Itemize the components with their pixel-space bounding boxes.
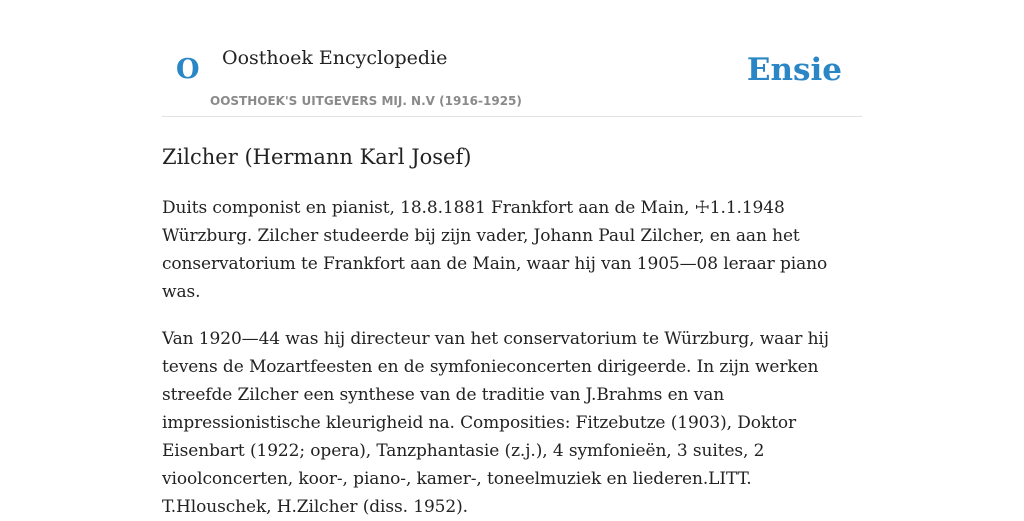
article-title: Zilcher (Hermann Karl Josef) xyxy=(162,145,472,169)
logo-link[interactable]: O xyxy=(176,54,200,85)
page-container xyxy=(162,0,862,521)
site-title-link[interactable]: Oosthoek Encyclopedie xyxy=(222,47,448,69)
article-paragraph-1: Duits componist en pianist, 18.8.1881 Frankfort aan de Main, ☩1.1.1948 Würzburg. Zilcher studeerde bij zijn vader, Johann Paul Zilcher, en aan het conservatorium te Frankfort aan de Main, waar hij van 1905—08 leraar piano was. xyxy=(162,198,828,302)
article-paragraph-2: Van 1920—44 was hij directeur van het conservatorium te Würzburg, waar hij tevens de Mozartfeesten en de symfonieconcerten dirigeerde. In zijn werken streefde Zilcher een synthese van de traditie van J.Brahms en van impressionistische kleurigheid na. Composities: Fitzebutze (1903), Doktor Eisenbart (1922; opera), Tanzphantasie (z.j.), 4 symfonieën, 3 suites, 2 vioolconcerten, koor-, piano-, kamer-, toneelmuziek en liederen.LITT. T.Hlouschek, H.Zilcher (diss. 1952). xyxy=(162,329,829,517)
publisher-subtitle: OOSTHOEK'S UITGEVERS MIJ. N.V (1916-1925) xyxy=(210,94,522,108)
ensie-brand-link[interactable]: Ensie xyxy=(746,52,842,88)
site-header xyxy=(162,0,862,117)
